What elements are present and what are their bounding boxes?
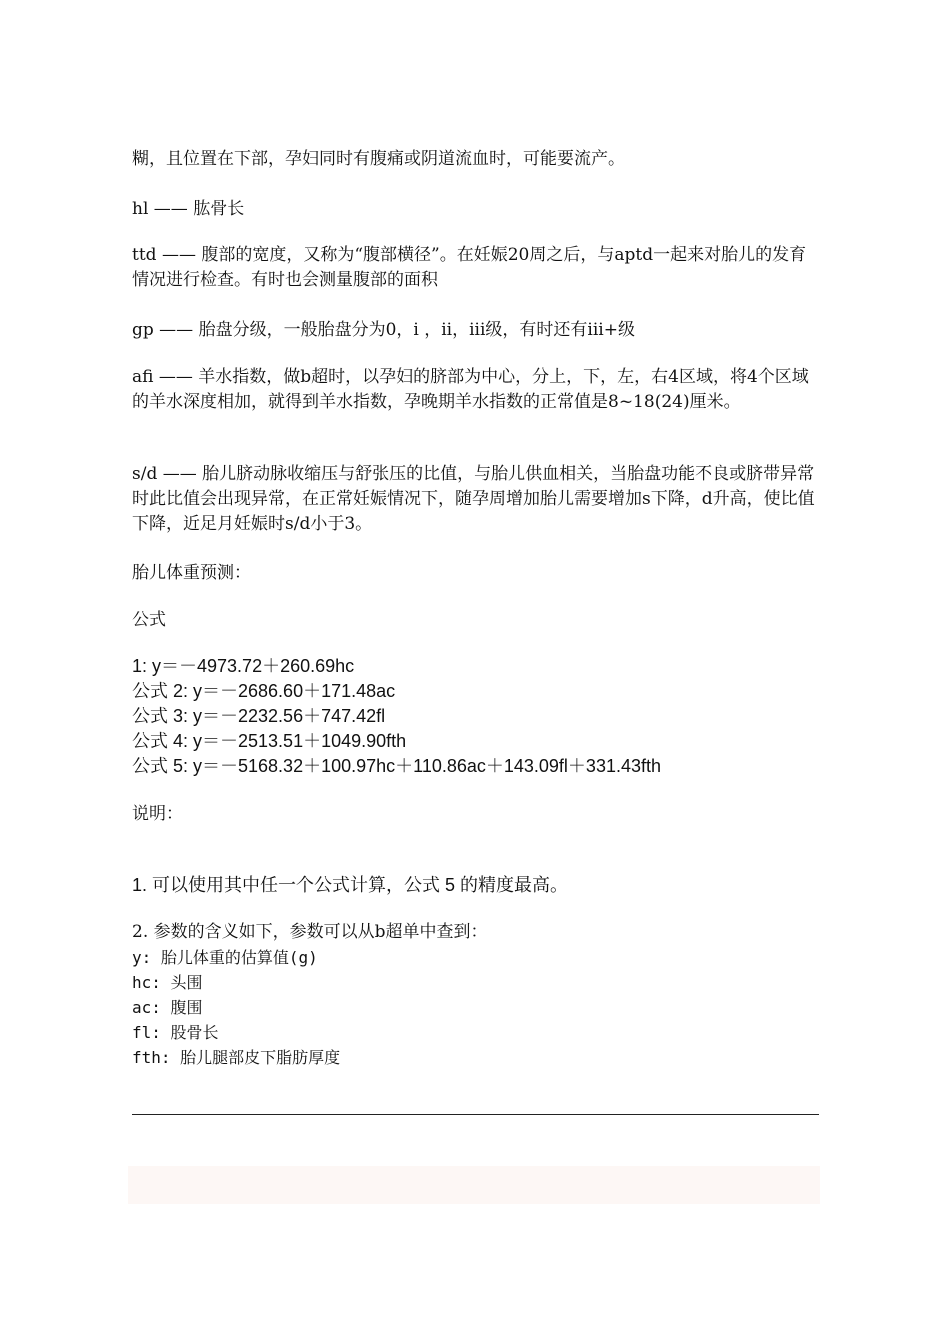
horizontal-divider	[132, 1114, 819, 1115]
formula-3: 公式 3: y＝－2232.56＋747.42fl	[132, 706, 386, 726]
param-fl: fl: 股骨长	[132, 1023, 219, 1042]
note-title: 说明：	[132, 804, 183, 824]
formula-1: 1: y＝－4973.72＋260.69hc	[132, 656, 355, 676]
note-item-1: 1. 可以使用其中任一个公式计算，公式 5 的精度最高。	[132, 875, 569, 895]
formula-5: 公式 5: y＝－5168.32＋100.97hc＋110.86ac＋143.09fl＋331.43fth	[132, 756, 661, 776]
param-ac: ac: 腹围	[132, 998, 203, 1017]
formula-2: 公式 2: y＝－2686.60＋171.48ac	[132, 681, 396, 701]
paragraph-gp: gp —— 胎盘分级，一般胎盘分为0，i ，ii，iii级，有时还有iii+级	[132, 320, 635, 340]
formula-4: 公式 4: y＝－2513.51＋1049.90fth	[132, 731, 407, 751]
param-y: y: 胎儿体重的估算值(g)	[132, 948, 318, 967]
footer-shaded-block	[128, 1166, 820, 1204]
label-formula: 公式	[132, 610, 166, 630]
paragraph-afi: afi —— 羊水指数，做b超时，以孕妇的脐部为中心，分上，下，左，右4区域，将4个区域的羊水深度相加，就得到羊水指数，孕晚期羊水指数的正常值是8~18(24)厘米。	[132, 367, 809, 412]
note-item-2: 2. 参数的含义如下，参数可以从b超单中查到：	[132, 922, 488, 942]
param-hc: hc: 头围	[132, 973, 203, 992]
paragraph-sd: s/d —— 胎儿脐动脉收缩压与舒张压的比值，与胎儿供血相关，当胎盘功能不良或脐带异常时此比值会出现异常，在正常妊娠情况下，随孕周增加胎儿需要增加s下降，d升高，使比值下降，近足月妊娠时s/d小于3。	[132, 464, 815, 534]
heading-weight-prediction: 胎儿体重预测：	[132, 563, 251, 583]
paragraph-ttd: ttd —— 腹部的宽度，又称为“腹部横径”。在妊娠20周之后，与aptd一起来对胎儿的发育情况进行检查。有时也会测量腹部的面积	[132, 245, 807, 290]
paragraph-hl: hl —— 肱骨长	[132, 199, 245, 219]
paragraph-miscarriage-note: 糊，且位置在下部，孕妇同时有腹痛或阴道流血时，可能要流产。	[132, 149, 625, 169]
param-fth: fth: 胎儿腿部皮下脂肪厚度	[132, 1048, 341, 1067]
